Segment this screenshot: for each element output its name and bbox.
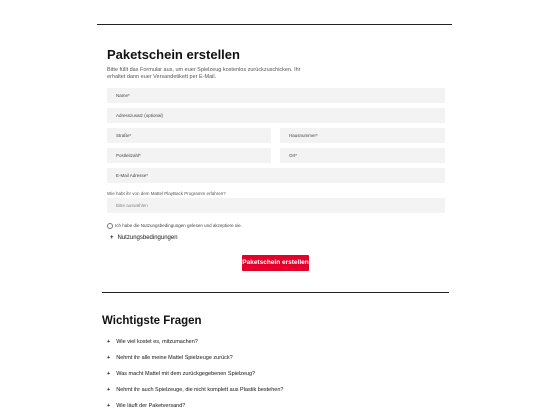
source-select[interactable]: Bitte auswählen	[107, 198, 445, 213]
city-field[interactable]: Ort*	[280, 148, 445, 163]
plus-icon: +	[107, 403, 111, 409]
terms-toggle-label: Nutzungsbedingungen	[117, 235, 178, 241]
street-field[interactable]: Straße*	[107, 128, 271, 143]
email-field[interactable]: E-Mail Adresse*	[107, 168, 445, 183]
plus-icon: +	[107, 355, 111, 361]
faq-item[interactable]	[107, 355, 233, 361]
terms-checkbox[interactable]	[107, 223, 113, 229]
middle-divider	[102, 292, 449, 293]
plus-icon: +	[107, 371, 111, 377]
postal-code-field[interactable]: Postleitzahl*	[107, 148, 271, 163]
name-field[interactable]: Name*	[107, 88, 445, 103]
address-extra-field[interactable]: Adresszusatz (optional)	[107, 108, 445, 123]
form-title: Paketschein erstellen	[107, 47, 240, 62]
plus-icon: +	[110, 235, 114, 241]
faq-item-label: Nehmt ihr alle meine Mattel Spielzeuge zurück?	[116, 355, 233, 361]
form-intro: Bitte füllt das Formular aus, um euer Spielzeug kostenlos zurückzuschicken. Ihr erhaltet dann euer Versandetikett per E-Mail.	[107, 67, 301, 80]
house-number-field[interactable]: Hausnummer*	[280, 128, 445, 143]
faq-item[interactable]	[107, 371, 255, 377]
plus-icon: +	[107, 387, 111, 393]
faq-title: Wichtigste Fragen	[102, 315, 202, 327]
faq-item-label: Wie viel kostet es, mitzumachen?	[116, 339, 198, 345]
source-question-label: Wie habt ihr von dem Mattel PlayBack Programm erfahren?	[107, 191, 226, 196]
faq-item[interactable]	[107, 403, 185, 409]
faq-item-label: Was macht Mattel mit dem zurückgegebenen Spielzeug?	[116, 371, 256, 377]
terms-expand-toggle[interactable]	[110, 235, 178, 241]
plus-icon: +	[107, 339, 111, 345]
faq-item-label: Wie läuft der Paketversand?	[116, 403, 186, 409]
submit-button[interactable]: Paketschein erstellen	[242, 255, 309, 271]
faq-item-label: Nehmt ihr auch Spielzeuge, die nicht komplett aus Plastik bestehen?	[116, 387, 284, 393]
faq-item[interactable]	[107, 387, 283, 393]
terms-checkbox-label: Ich habe die Nutzungsbedingungen gelesen und akzeptiere sie.	[115, 223, 242, 228]
faq-item[interactable]	[107, 339, 198, 345]
top-divider	[97, 24, 452, 25]
